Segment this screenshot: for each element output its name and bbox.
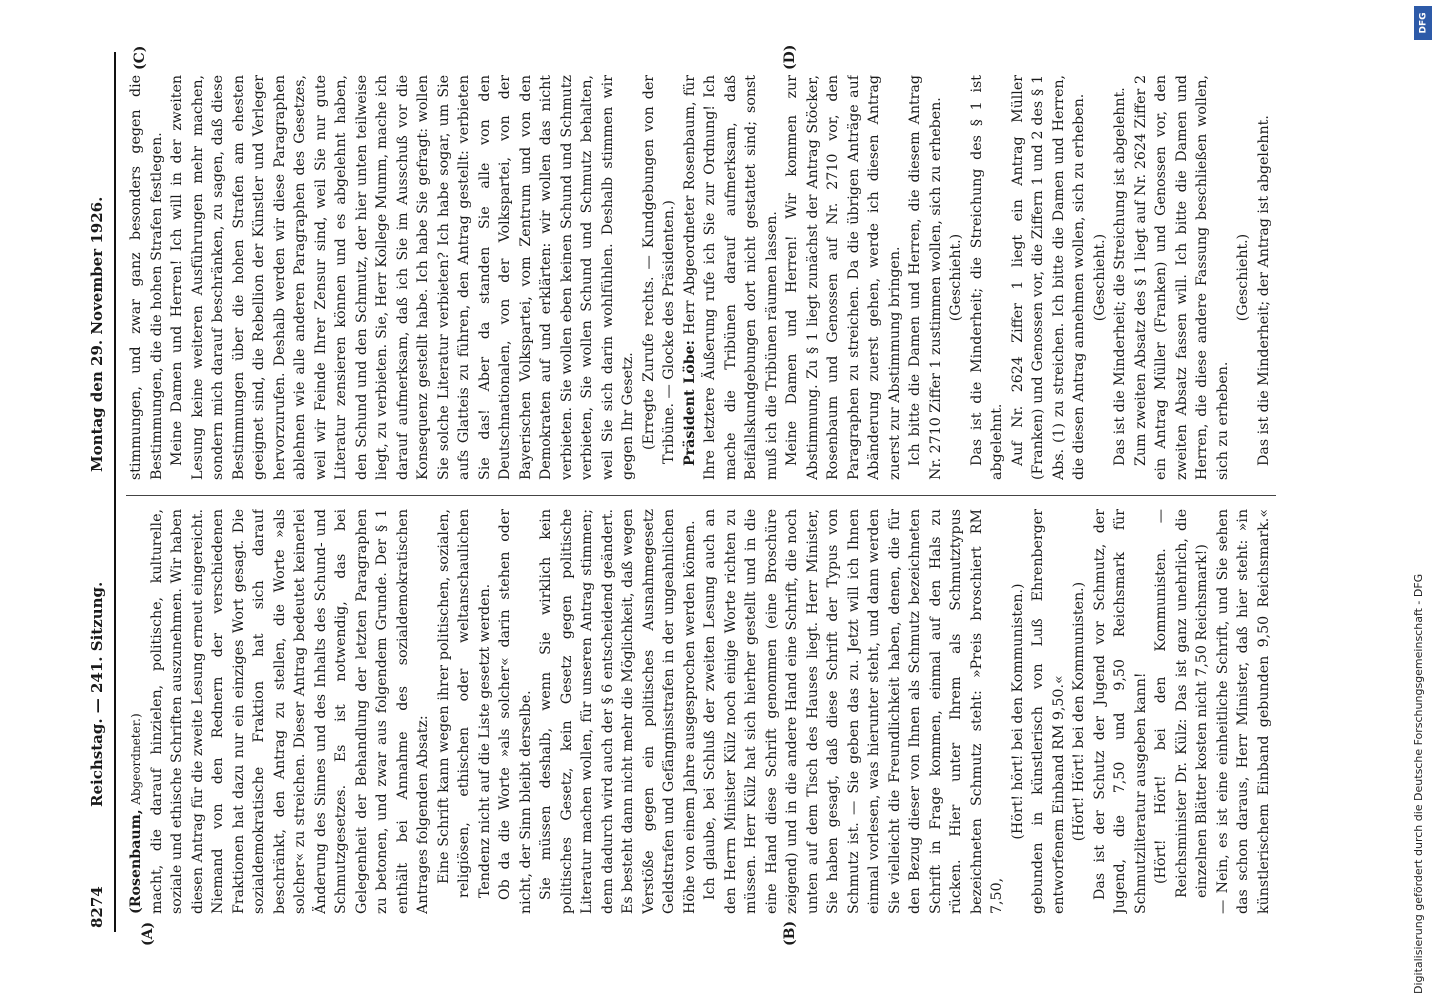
- page-number: 8274: [88, 886, 106, 928]
- paragraph: Sie müssen deshalb, wenn Sie wirklich kein politisches Gesetz, kein Gesetz gegen politische Literatur machen wollen, für unseren Antrag stimmen; denn dadurch wird auch der § 6 entscheidend geändert. Es besteht dann nicht mehr die Möglichkeit, daß wegen Verstöße gegen ein politisches Ausnahmegesetz Geldstrafen und Gefängnisstrafen in der ungeahnlichen Höhe von einem Jahre ausgesprochen werden können.: [538, 509, 698, 914]
- paragraph: Zum zweiten Absatz des § 1 liegt auf Nr. 2624 Ziffer 2 ein Antrag Müller (Franken) und Genossen vor, den zweiten Absatz fassen will. Ich bitte die Damen und Herren, die diese andere Fassung beschließen wollen, sich zu erheben.: [1132, 75, 1231, 480]
- left-column: [126, 509, 1276, 914]
- margin-marker-d: (D): [782, 44, 798, 70]
- right-column: [126, 75, 1276, 480]
- paragraph: Ich glaube, bei Schluß der zweiten Lesung auch an den Herrn Minister Külz noch einige Worte richten zu müssen. Herr Külz hat sich hierher gestellt und in die eine Hand diese Schrift genommen (eine Broschüre zeigend) und in die andere Hand eine Schrift, die noch unten auf dem Tisch des Hauses liegt. Herr Minister, Sie haben gesagt, daß diese Schrift der Typus von Schmutz ist. — Sie geben das zu. Jetzt will ich Ihnen einmal vorlesen, was hierunter steht, und dann werden Sie vielleicht die Freundlichkeit haben, denen, die für den Bezug dieser von Ihnen als Schmutz bezeichneten Schrift in Frage kommen, einmal auf den Hals zu rücken. Hier unter Ihrem als Schmutztypus bezeichneten Schmutz steht: »Preis broschiert RM 7,50,: [702, 509, 1005, 914]
- president-statement: Herr Abgeordneter Rosenbaum, für Ihre letztere Äußerung rufe ich Sie zur Ordnung! Ich mache die Tribünen darauf aufmerksam, daß Beifallskundgebungen dort nicht gestattet sind; sonst muß ich die Tribünen räumen lassen.: [681, 75, 780, 480]
- paragraph: [1274, 75, 1276, 480]
- speaker-line: [126, 509, 147, 914]
- paragraph: Das ist die Minderheit; die Streichung des § 1 ist abgelehnt.: [968, 75, 1005, 480]
- margin-marker-a: (A): [140, 921, 156, 946]
- paragraph: Das ist der Schutz der Jugend vor Schmutz, der Jugend, die 7,50 und 9,50 Reichsmark für Schmutzliteratur ausgeben kann!: [1091, 509, 1149, 914]
- speaker-role: Abgeordneter.): [129, 713, 143, 805]
- paragraph: Meine Damen und Herren! Wir kommen zur Abstimmung. Zu § 1 liegt zunächst der Antrag Stöcker, Rosenbaum und Genossen auf Nr. 2710 vor, den Paragraphen zu streichen. Da die übrigen Anträge auf Abänderung zuerst gehen, werde ich diesen Antrag zuerst zur Abstimmung bringen.: [784, 75, 903, 480]
- margin-marker-b: (B): [782, 920, 798, 946]
- dfg-logo-text: DFG: [1418, 12, 1429, 34]
- paragraph: Meine Damen und Herren! Ich will in der zweiten Lesung keine weiteren Ausführungen mehr machen, sondern mich darauf beschränken, zu sagen, daß diese Bestimmungen über die hohen Strafen am ehesten geeignet sind, die Rebellion der Künstler und Verleger hervorzurufen. Deshalb werden wir diese Paragraphen ablehnen wie alle anderen Paragraphen des Gesetzes, weil wir Feinde Ihrer Zensur sind, weil Sie nur gute Literatur zensieren können und es abgelehnt haben, den Schund und den Schmutz, der hier unten teilweise liegt, zu verbieten. Sie, Herr Kollege Mumm, mache ich darauf aufmerksam, daß ich Sie im Ausschuß vor die Konsequenz gestellt habe. Ich habe Sie gefragt: wollen Sie solche Literatur verbieten? Ich habe sogar, um Sie aufs Glatteis zu führen, den Antrag gestellt: verbieten Sie das! Aber da standen Sie alle von den Deutschnationalen, von der Volkspartei, von der Bayerischen Volkspartei, vom Zentrum und von den Demokraten auf und erklärten: wir wollen das nicht verbieten. Sie wollen eben keinen Schund und Schmutz verbieten, Sie wollen Schund und Schmutz behalten, weil Sie sich darin wohlfühlen. Deshalb stimmen wir gegen Ihr Gesetz.: [169, 75, 636, 480]
- interjection: (Geschieht.): [1091, 233, 1108, 322]
- column-divider: [126, 495, 1276, 496]
- paragraph: stimmungen, und zwar ganz besonders gegen die Bestimmungen, die die hohen Strafen festlegen.: [128, 75, 165, 480]
- page-header: [82, 52, 116, 932]
- interjection: (Geschieht.): [1235, 233, 1251, 322]
- president-paragraph: [680, 75, 783, 480]
- paragraph: Ob da die Worte »als solcher« darin stehen oder nicht, der Sinn bleibt derselbe.: [497, 509, 534, 914]
- interjection: (Hört! Hört! bei den Kommunisten.): [1071, 581, 1087, 842]
- interjection: (Erregte Zurufe rechts. — Kundgebungen von der Tribüne. — Glocke des Präsidenten.): [640, 75, 677, 464]
- paragraph: gebunden in künstlerisch von Luß Ehrenberger entworfenem Einband RM 9,50.«: [1030, 509, 1067, 914]
- interjection: (Hört! hört! bei den Kommunisten.): [1009, 583, 1026, 840]
- paragraph: Ich bitte die Damen und Herren, die diesem Antrag Nr. 2710 Ziffer 1 zustimmen wollen, sich zu erheben.: [907, 75, 944, 480]
- quoted-paragraph: Eine Schrift kann wegen ihrer politischen, sozialen, religiösen, ethischen oder weltanschaulichen Tendenz nicht auf die Liste gesetzt werden.: [435, 509, 493, 898]
- digitization-note: Digitalisierung gefördert durch die Deutsche Forschungsgemeinschaft - DFG: [1412, 573, 1425, 994]
- margin-marker-c: (C): [132, 45, 148, 70]
- interjection: (Geschieht.): [948, 233, 964, 322]
- speaker-name: (Rosenbaum,: [128, 809, 144, 914]
- paragraph: Das ist die Minderheit; die Streichung ist abgelehnt.: [1112, 87, 1128, 466]
- paragraph: macht, die darauf hinzielen, politische, kulturelle, soziale und ethische Schriften auszunehmen. Wir haben diesen Antrag für die zweite Lesung erneut eingereicht. Niemand von den Rednern der verschiedenen Fraktionen hat dazu nur ein einziges Wort gesagt. Die sozialdemokratische Fraktion hat sich darauf beschränkt, den Antrag zu stellen, die Worte »als solcher« zu streichen. Dieser Antrag bedeutet keinerlei Änderung des Sinnes und des Inhalts des Schund- und Schmutzgesetzes. Es ist notwendig, das bei Gelegenheit der Behandlung der letzten Paragraphen zu betonen, und zwar aus folgendem Grunde. Der § 1 enthält bei Annahme des sozialdemokratischen Antrages folgenden Absatz:: [148, 509, 431, 914]
- paragraph: — Nein, es ist eine einheitliche Schrift, und Sie sehen das schon daraus, Herr Minister, daß hier steht: »in künstlerischem Einband gebunden 9,50 Reichsmark.«: [1214, 509, 1272, 914]
- header-session-title: Reichstag. — 241. Sitzung.: [88, 581, 106, 807]
- interjection: (Hört! Hört! bei den Kommunisten. — Reichsminister Dr. Külz: Das ist ganz unehrlich, die einzelnen Blätter kosten nicht 7,50 Reichsmark!): [1153, 509, 1210, 898]
- document-page: [82, 44, 1327, 946]
- paragraph: Auf Nr. 2624 Ziffer 1 liegt ein Antrag Müller (Franken) und Genossen vor, die Ziffern 1 und 2 des § 1 Abs. (1) zu streichen. Ich bitte die Damen und Herren, die diesen Antrag annehmen wollen, sich zu erheben.: [1009, 75, 1087, 480]
- president-label: Präsident Löbe:: [681, 340, 698, 466]
- header-date: Montag den 29. November 1926.: [88, 196, 106, 472]
- dfg-logo: [1414, 6, 1432, 40]
- paragraph: Das ist die Minderheit; der Antrag ist abgelehnt.: [1255, 115, 1272, 466]
